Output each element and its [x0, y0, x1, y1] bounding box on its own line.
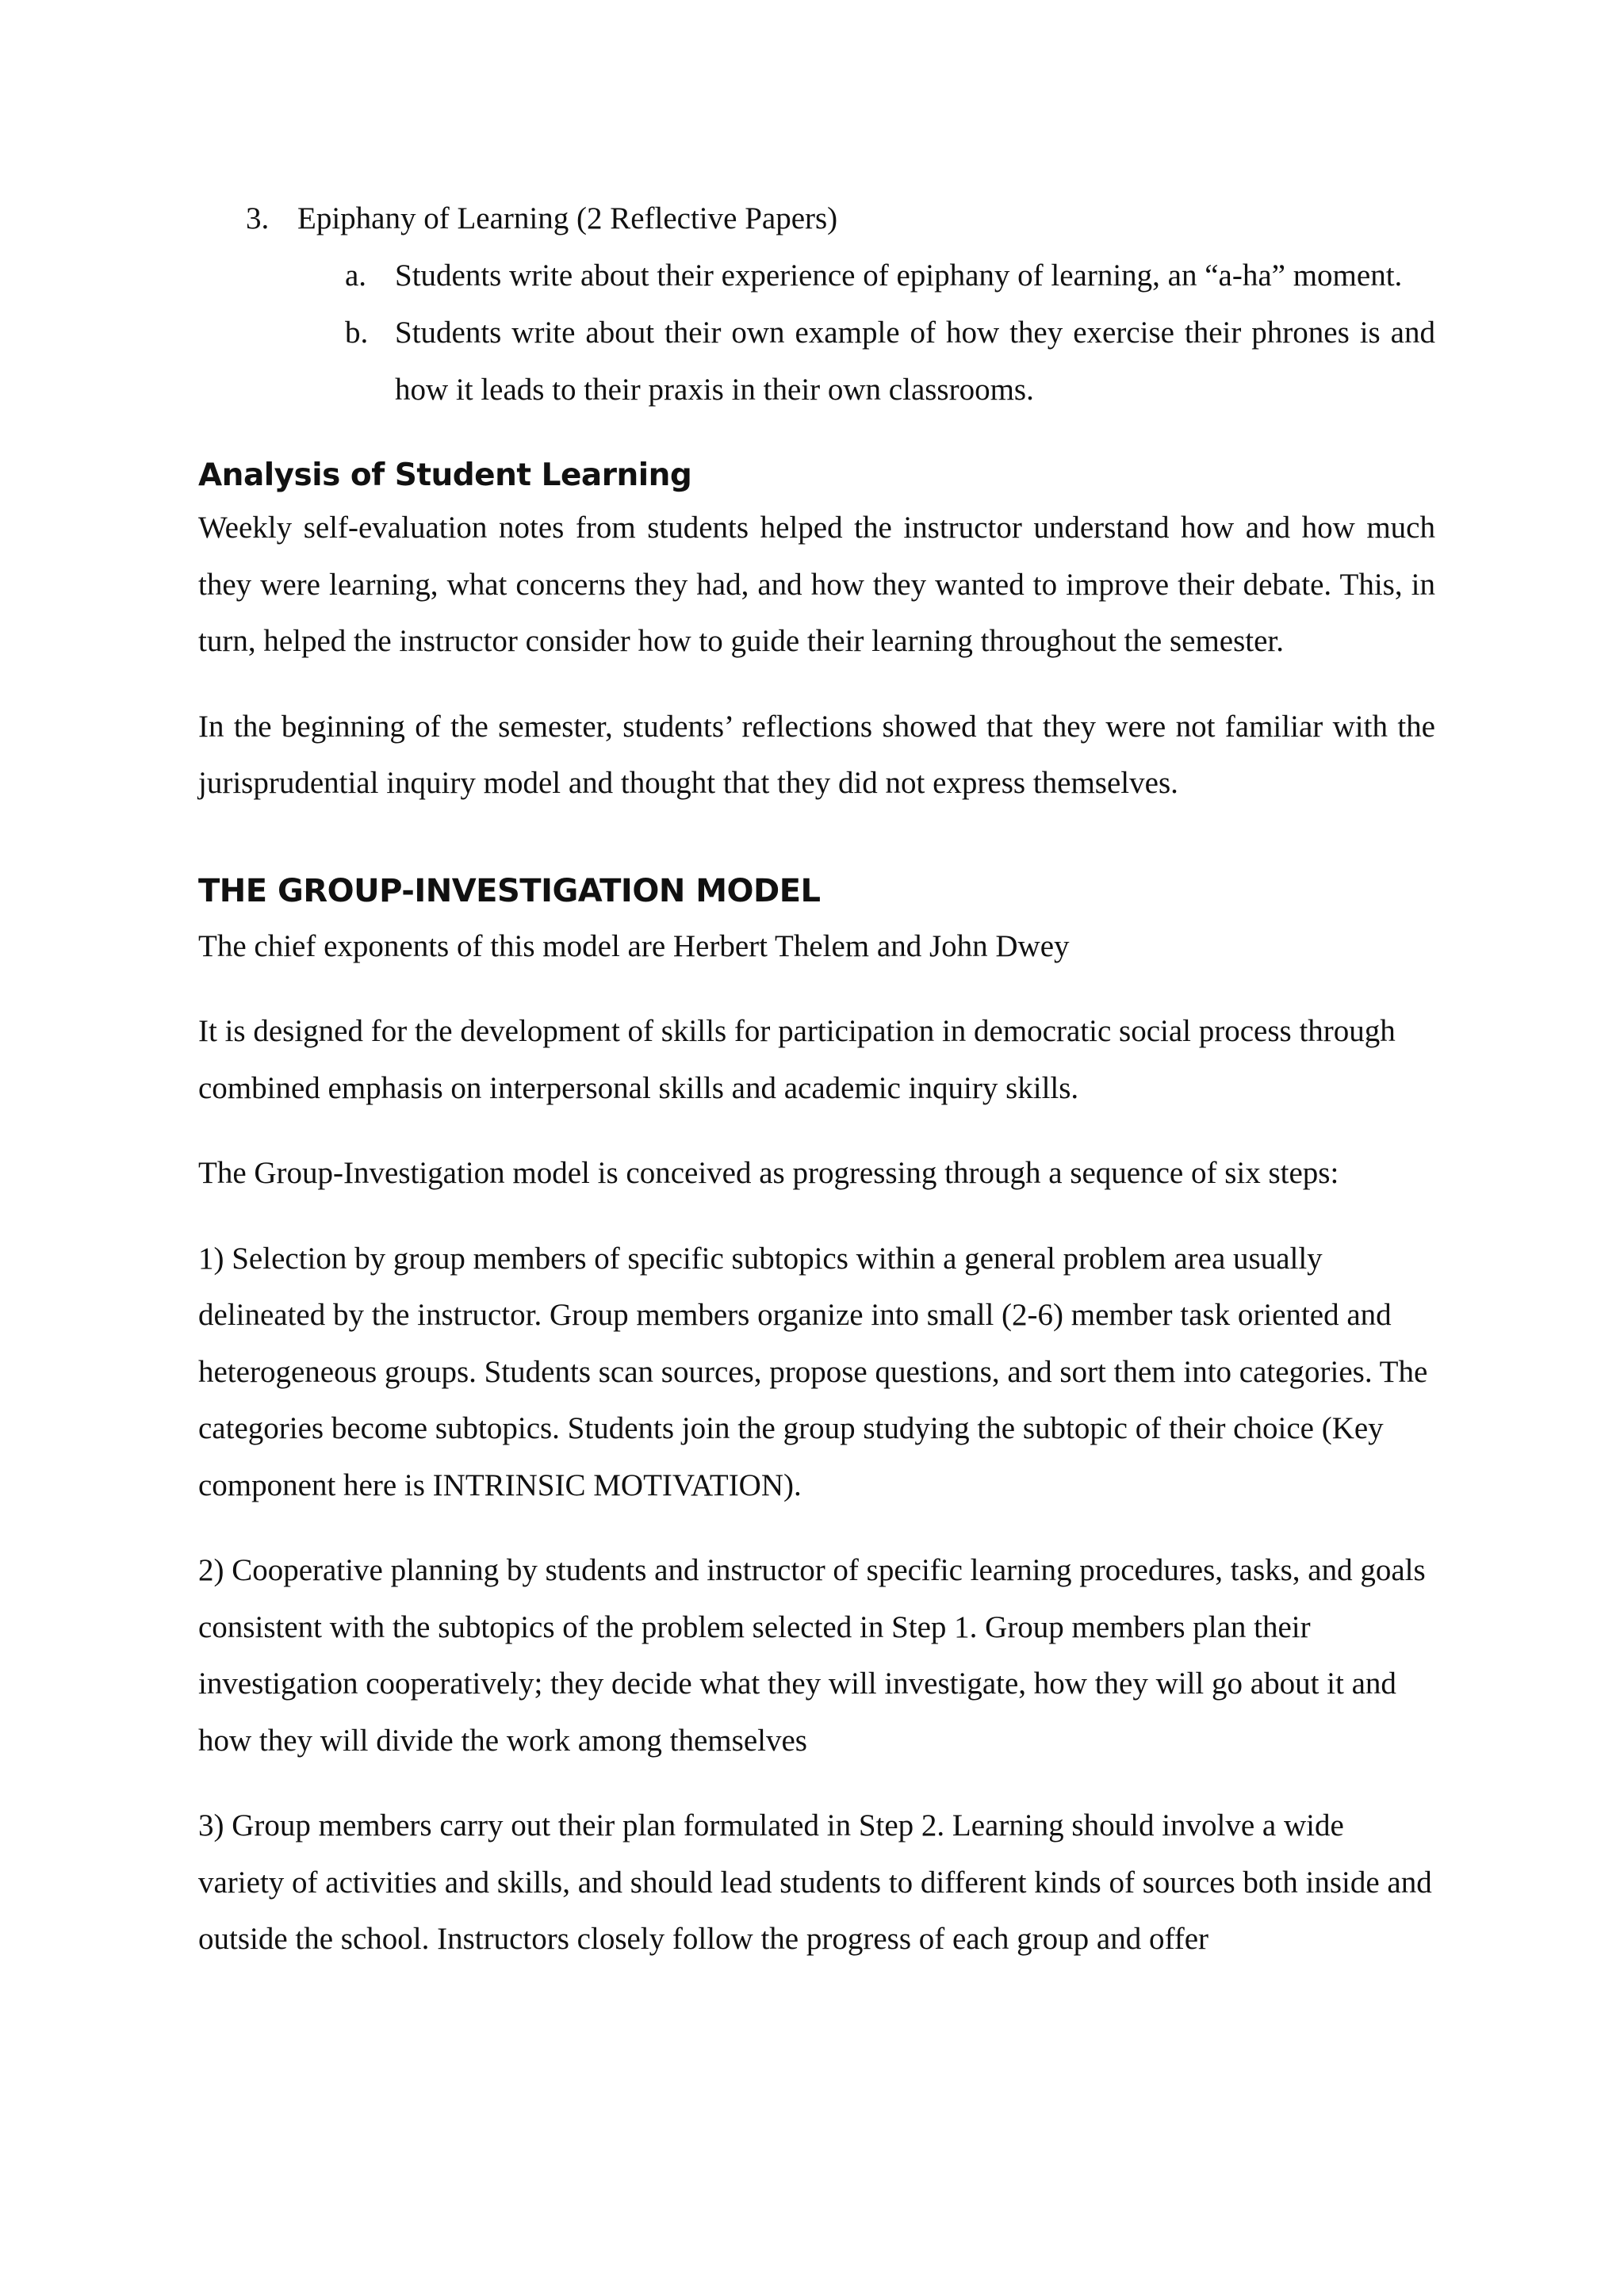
analysis-paragraph: In the beginning of the semester, students’ reflections showed that they were not familiar with the jurisprudential inquiry model and thought that they did not express themselves.: [198, 709, 1435, 800]
group-investigation-heading: THE GROUP-INVESTIGATION MODEL: [198, 872, 821, 909]
group-paragraph: It is designed for the development of skills for participation in democratic social process through combined emphasis on interpersonal skills and academic inquiry skills.: [198, 1014, 1396, 1105]
list-item-3: [246, 190, 1435, 247]
group-step-1: 1) Selection by group members of specific subtopics within a general problem area usually delineated by the instructor. Group members organize into small (2-6) member task oriented and heterogeneous groups. Students scan sources, propose questions, and sort them into categories. The categories become subtopics. Students join the group studying the subtopic of their choice (Key component here is INTRINSIC MOTIVATION).: [198, 1241, 1428, 1502]
sublist-letter: a.: [345, 258, 367, 293]
sublist-item-b: [345, 304, 1435, 419]
group-paragraph: The Group-Investigation model is conceived as progressing through a sequence of six steps:: [198, 1156, 1339, 1190]
analysis-paragraph: Weekly self-evaluation notes from students helped the instructor understand how and how much they were learning, what concerns they had, and how they wanted to improve their debate. This, in turn, helped the instructor consider how to guide their learning throughout the semester.: [198, 511, 1435, 658]
list-number: 3.: [246, 201, 270, 235]
group-step-2: 2) Cooperative planning by students and instructor of specific learning procedures, tasks, and goals consistent with the subtopics of the problem selected in Step 1. Group members plan their investigation cooperatively; they decide what they will investigate, how they will go about it and how they will divide the work among themselves: [198, 1553, 1426, 1758]
analysis-heading: Analysis of Student Learning: [198, 457, 692, 493]
sublist: [345, 247, 1435, 419]
sublist-text: Students write about their experience of epiphany of learning, an “a-ha” moment.: [395, 258, 1403, 293]
sublist-text: Students write about their own example of how they exercise their phrones is and how it leads to their praxis in their own classrooms.: [395, 316, 1435, 407]
group-paragraph: The chief exponents of this model are Herbert Thelem and John Dwey: [198, 928, 1070, 963]
sublist-item-a: [345, 247, 1435, 304]
sublist-letter: b.: [345, 316, 369, 350]
document-page: [198, 190, 1435, 1968]
group-step-3: 3) Group members carry out their plan formulated in Step 2. Learning should involve a wide variety of activities and skills, and should lead students to different kinds of sources both inside and outside the school. Instructors closely follow the progress of each group and offer: [198, 1808, 1432, 1956]
list-title: Epiphany of Learning (2 Reflective Papers): [297, 201, 838, 235]
